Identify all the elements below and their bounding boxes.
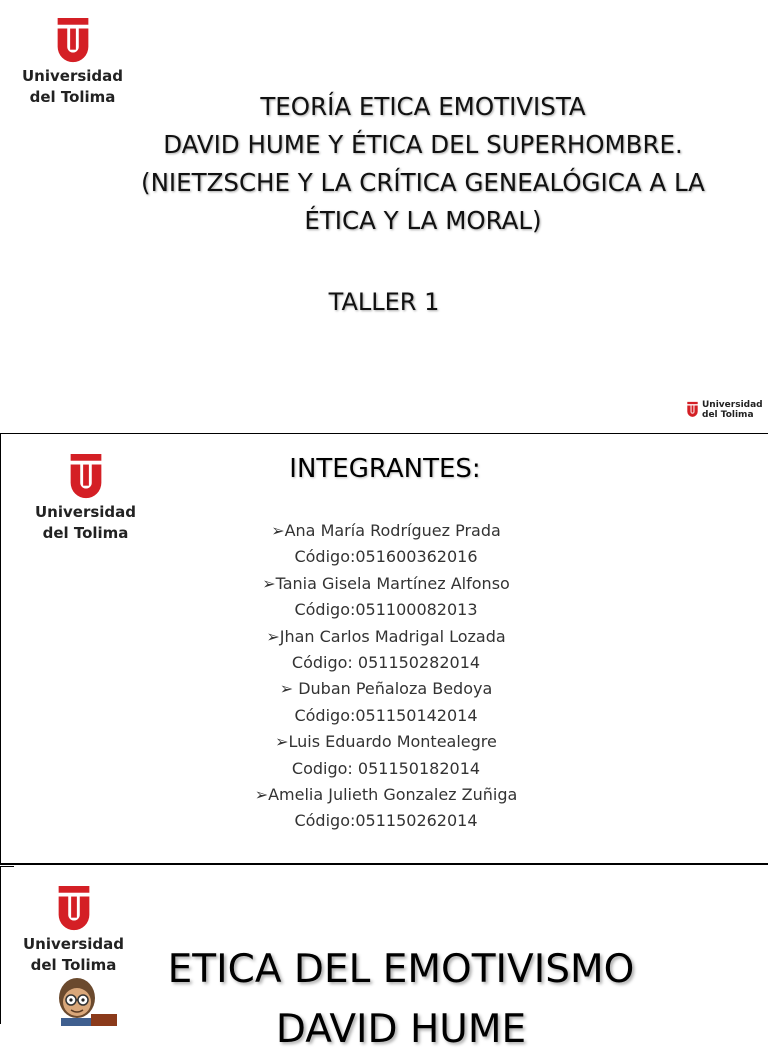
list-item: ➢Jhan Carlos Madrigal Lozada <box>266 626 506 646</box>
professor-character-icon <box>53 970 123 1026</box>
university-name: Universidad del Tolima <box>23 935 125 974</box>
slide-emotivismo <box>0 866 768 1052</box>
title-line: DAVID HUME Y ÉTICA DEL SUPERHOMBRE. <box>163 130 683 159</box>
university-small-logo: Universidad del Tolima <box>686 400 763 420</box>
slide-title-text <box>78 88 768 240</box>
university-name: Universidad del Tolima <box>35 503 137 542</box>
list-item: Código:051150262014 <box>294 811 478 831</box>
list-item: Código: 051150282014 <box>291 653 481 673</box>
members-list <box>191 518 581 835</box>
university-emblem-icon <box>54 886 94 934</box>
list-item: ➢Amelia Julieth Gonzalez Zuñiga <box>254 785 518 805</box>
slide-integrantes <box>0 433 768 865</box>
slide-divider <box>0 433 14 434</box>
slide-subtitle: TALLER 1 <box>328 288 440 316</box>
slide-title-text <box>131 940 671 1060</box>
list-item: Código:051600362016 <box>294 547 478 567</box>
title-line: DAVID HUME <box>275 1007 527 1052</box>
title-line: ÉTICA Y LA MORAL) <box>304 206 542 235</box>
title-line: (NIETZSCHE Y LA CRÍTICA GENEALÓGICA A LA <box>141 168 705 197</box>
list-item: ➢ Duban Peñaloza Bedoya <box>279 679 493 699</box>
title-line: ETICA DEL EMOTIVISMO <box>167 947 635 992</box>
slide-title <box>0 0 768 432</box>
list-item: ➢Tania Gisela Martínez Alfonso <box>262 573 510 593</box>
university-emblem-icon <box>53 18 93 66</box>
list-item: ➢Ana María Rodríguez Prada <box>271 521 501 540</box>
title-line: TEORÍA ETICA EMOTIVISTA <box>260 92 586 121</box>
university-emblem-icon <box>686 401 699 419</box>
list-item: Código:051100082013 <box>294 600 478 620</box>
list-item: Código:051150142014 <box>294 705 478 725</box>
list-item: Codigo: 051150182014 <box>291 758 481 778</box>
list-item: ➢Luis Eduardo Montealegre <box>275 732 497 752</box>
members-heading: INTEGRANTES: <box>289 454 481 484</box>
university-name: Universidad del Tolima <box>22 67 124 106</box>
slide-divider <box>0 866 14 867</box>
university-logo <box>23 886 124 976</box>
